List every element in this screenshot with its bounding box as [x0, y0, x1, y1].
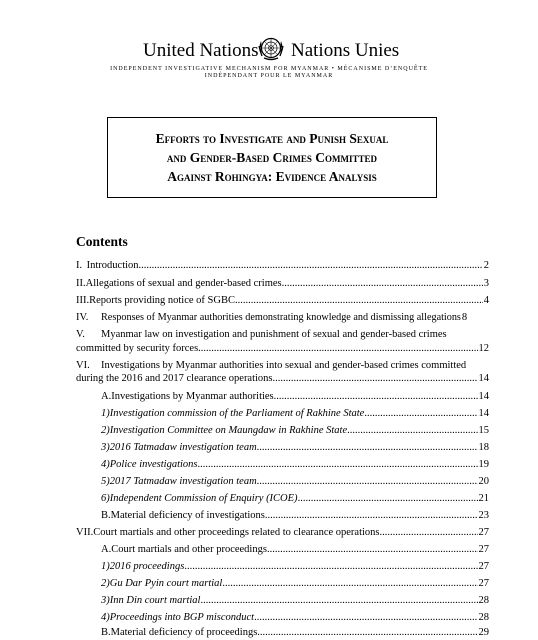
toc-entry-number: IV. [76, 312, 89, 323]
toc-entry-number: II. [76, 278, 86, 289]
toc-entry-title: Introduction [86, 260, 139, 271]
toc-entry-title: Independent Commission of Enquiry (ICOE) [109, 493, 298, 504]
toc-entry-page: 8 [461, 312, 468, 323]
toc-entry-investigations-line1[interactable] [76, 359, 466, 372]
toc-entry-number: 4) [101, 612, 110, 623]
toc-entry-title: Reports providing notice of SGBC [89, 295, 235, 306]
toc-entry-page: 14 [478, 408, 489, 419]
toc-leader-dots [198, 342, 477, 355]
toc-entry-page: 28 [478, 595, 489, 606]
toc-entry-title: 2017 Tatmadaw investigation team [109, 476, 257, 487]
toc-entry-number: 4) [101, 459, 110, 470]
toc-entry-number: 3) [101, 442, 110, 453]
toc-entry-number: 3) [101, 595, 110, 606]
toc-entry-page: 20 [478, 476, 489, 487]
mechanism-name-line2: INDÉPENDANT POUR LE MYANMAR [204, 73, 334, 79]
toc-leader-dots [139, 259, 483, 272]
toc-entry-number: A. [101, 544, 112, 555]
toc-entry-title: Investigations by Myanmar authorities [111, 391, 274, 402]
toc-leader-dots [274, 390, 478, 403]
toc-leader-dots [235, 294, 483, 307]
toc-leader-dots [298, 492, 478, 505]
toc-entry-gu-dar-pyin[interactable] [101, 577, 489, 590]
toc-entry-bgp-misconduct[interactable] [101, 611, 489, 624]
toc-entry-title: Allegations of sexual and gender-based crimes [85, 278, 282, 289]
toc-leader-dots [200, 594, 477, 607]
toc-entry-title-continued: committed by security forces [76, 343, 199, 354]
toc-leader-dots [198, 458, 478, 471]
toc-entry-myanmar-law-line1[interactable] [76, 328, 447, 341]
toc-entry-page: 12 [478, 343, 489, 354]
document-title-line2: and Gender-Based Crimes Committed [166, 150, 378, 165]
toc-entry-number: B. [101, 627, 111, 638]
toc-entry-icoe[interactable] [101, 492, 489, 505]
toc-entry-number: 6) [101, 493, 110, 504]
toc-entry-police[interactable] [101, 458, 489, 471]
toc-leader-dots [222, 577, 477, 590]
toc-entry-title: Gu Dar Pyin court martial [109, 578, 223, 589]
toc-entry-title: Investigation Committee on Maungdaw in Rakhine State [109, 425, 348, 436]
toc-entry-court-martials[interactable] [76, 526, 489, 539]
toc-leader-dots [380, 526, 478, 539]
toc-entry-number: 1) [101, 408, 110, 419]
toc-entry-title: Inn Din court martial [109, 595, 201, 606]
un-header [0, 30, 538, 70]
toc-leader-dots [257, 441, 478, 454]
toc-entry-page: 15 [478, 425, 489, 436]
toc-entry-title: Investigation commission of the Parliament of Rakhine State [109, 408, 365, 419]
toc-entry-number: V. [76, 329, 85, 340]
un-name-english: United Nations [143, 40, 259, 61]
toc-leader-dots [364, 407, 477, 420]
toc-entry-2017-tatmadaw[interactable] [101, 475, 489, 488]
toc-entry-investigation-parliament[interactable] [101, 407, 489, 420]
toc-entry-allegations[interactable] [76, 277, 489, 290]
toc-entry-page: 18 [478, 442, 489, 453]
toc-entry-number: I. [76, 260, 83, 271]
un-emblem-icon [256, 33, 286, 63]
toc-leader-dots [282, 277, 483, 290]
toc-entry-title: Police investigations [109, 459, 198, 470]
toc-entry-number: III. [76, 295, 90, 306]
toc-entry-investigations-b[interactable] [101, 509, 489, 522]
toc-entry-title: Investigations by Myanmar authorities into sexual and gender-based crimes committed [101, 360, 467, 371]
toc-entry-proceedings-b[interactable] [101, 626, 489, 639]
toc-entry-number: B. [101, 510, 111, 521]
toc-entry-page: 21 [478, 493, 489, 504]
toc-leader-dots [347, 424, 477, 437]
toc-entry-introduction[interactable] [76, 259, 489, 272]
toc-entry-investigation-maungdaw[interactable] [101, 424, 489, 437]
toc-leader-dots [254, 611, 477, 624]
document-title-box [107, 117, 437, 198]
toc-entry-page: 19 [478, 459, 489, 470]
toc-entry-page: 3 [483, 278, 489, 289]
toc-leader-dots [184, 560, 477, 573]
toc-entry-page: 27 [478, 578, 489, 589]
toc-leader-dots [265, 509, 478, 522]
toc-entry-page: 4 [483, 295, 489, 306]
toc-entry-page: 27 [478, 527, 489, 538]
toc-entry-title: 2016 Tatmadaw investigation team [109, 442, 257, 453]
toc-entry-title: Court martials and other proceedings [111, 544, 267, 555]
toc-entry-title: Material deficiency of investigations [110, 510, 265, 521]
toc-leader-dots [257, 475, 478, 488]
toc-entry-myanmar-law-line2[interactable] [76, 342, 489, 355]
toc-entry-responses[interactable] [76, 311, 489, 324]
toc-entry-number: VI. [76, 360, 90, 371]
toc-entry-number: 2) [101, 425, 110, 436]
toc-entry-reports[interactable] [76, 294, 489, 307]
toc-entry-title: Material deficiency of proceedings [110, 627, 258, 638]
toc-entry-page: 2 [483, 260, 489, 271]
document-title-line3: Against Rohingya: Evidence Analysis [167, 169, 377, 184]
toc-entry-investigations-line2[interactable] [76, 372, 489, 385]
toc-entry-page: 14 [478, 373, 489, 384]
toc-entry-2016-tatmadaw[interactable] [101, 441, 489, 454]
toc-entry-page: 28 [478, 612, 489, 623]
toc-entry-number: 2) [101, 578, 110, 589]
toc-entry-number: 5) [101, 476, 110, 487]
toc-entry-number: VII. [76, 527, 94, 538]
toc-entry-title: Proceedings into BGP misconduct [109, 612, 255, 623]
toc-entry-page: 23 [478, 510, 489, 521]
toc-entry-page: 27 [478, 561, 489, 572]
toc-leader-dots [257, 626, 477, 639]
toc-entry-investigations-a[interactable] [101, 390, 489, 403]
toc-leader-dots [267, 543, 478, 556]
toc-entry-title: Court martials and other proceedings related to clearance operations [93, 527, 380, 538]
toc-entry-page: 29 [478, 627, 489, 638]
toc-entry-title: 2016 proceedings [109, 561, 185, 572]
toc-entry-inn-din[interactable] [101, 594, 489, 607]
mechanism-name-line1: INDEPENDENT INVESTIGATIVE MECHANISM FOR MYANMAR • MÉCANISME D’ENQUÊTE [110, 66, 428, 72]
toc-leader-dots [273, 372, 478, 385]
toc-entry-number: A. [101, 391, 112, 402]
un-name-french: Nations Unies [291, 40, 400, 61]
document-title-line1: Efforts to Investigate and Punish Sexual [155, 131, 389, 146]
toc-entry-page: 14 [478, 391, 489, 402]
toc-entry-title: Responses of Myanmar authorities demonstrating knowledge and dismissing allegations [101, 312, 461, 323]
contents-heading: Contents [76, 234, 128, 249]
toc-entry-title: Myanmar law on investigation and punishment of sexual and gender-based crimes [101, 329, 447, 340]
toc-entry-number: 1) [101, 561, 110, 572]
toc-entry-title-continued: during the 2016 and 2017 clearance operations [76, 373, 273, 384]
toc-entry-court-martials-a[interactable] [101, 543, 489, 556]
toc-entry-page: 27 [478, 544, 489, 555]
toc-entry-2016-proceedings[interactable] [101, 560, 489, 573]
